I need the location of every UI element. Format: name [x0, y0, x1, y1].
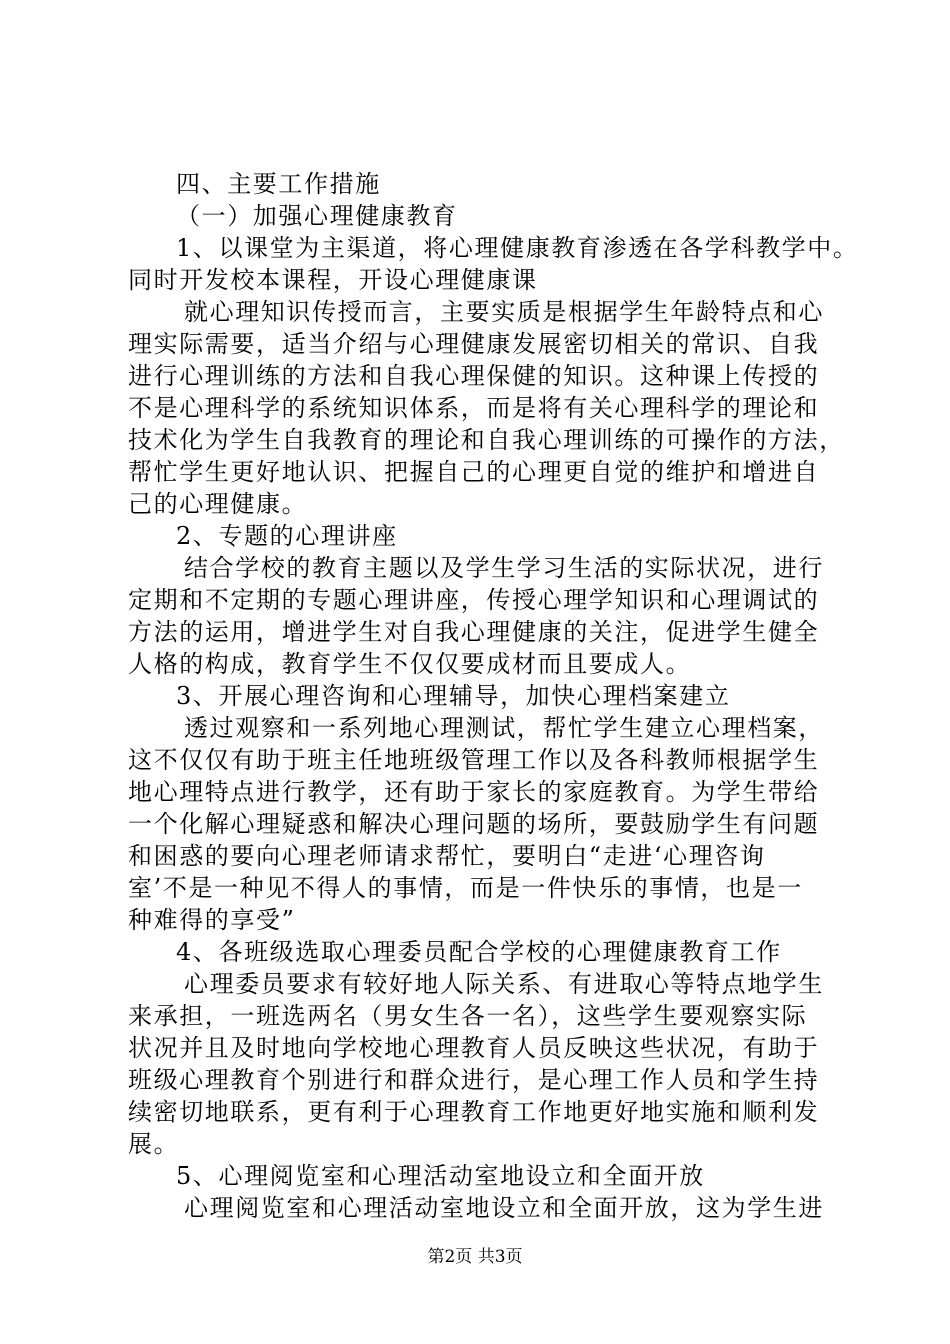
- text-line: 技术化为学生自我教育的理论和自我心理训练的可操作的方法，: [128, 426, 845, 454]
- text-line: 四、主要工作措施: [176, 170, 381, 198]
- text-line: 方法的运用，增进学生对自我心理健康的关注，促进学生健全: [128, 618, 820, 646]
- text-line: 班级心理教育个别进行和群众进行，是心理工作人员和学生持: [128, 1066, 820, 1094]
- text-line: 人格的构成，教育学生不仅仅要成材而且要成人。: [128, 650, 692, 678]
- text-line: 一个化解心理疑惑和解决心理问题的场所，要鼓励学生有问题: [128, 810, 820, 838]
- text-line: 这不仅仅有助于班主任地班级管理工作以及各科教师根据学生: [128, 746, 820, 774]
- text-line: 心理阅览室和心理活动室地设立和全面开放，这为学生进: [184, 1194, 824, 1222]
- text-line: 续密切地联系，更有利于心理教育工作地更好地实施和顺利发: [128, 1098, 820, 1126]
- text-line: 结合学校的教育主题以及学生学习生活的实际状况，进行: [184, 554, 824, 582]
- text-line: 己的心理健康。: [128, 490, 308, 518]
- text-line: 地心理特点进行教学，还有助于家长的家庭教育。为学生带给: [128, 778, 820, 806]
- text-line: 和困惑的要向心理老师请求帮忙，要明白“走进‘心理咨询: [128, 842, 766, 870]
- text-line: 进行心理训练的方法和自我心理保健的知识。这种课上传授的: [128, 362, 820, 390]
- text-line: 心理委员要求有较好地人际关系、有进取心等特点地学生: [184, 970, 824, 998]
- text-line: 3、开展心理咨询和心理辅导，加快心理档案建立: [176, 682, 731, 710]
- page-footer: 第2页 共3页: [427, 1247, 523, 1267]
- document-body: [128, 168, 859, 1224]
- text-line: 状况并且及时地向学校地心理教育人员反映这些状况，有助于: [128, 1034, 820, 1062]
- text-line: 就心理知识传授而言，主要实质是根据学生年龄特点和心: [184, 298, 824, 326]
- text-line: 来承担，一班选两名（男女生各一名），这些学生要观察实际: [128, 1002, 808, 1030]
- text-line: 帮忙学生更好地认识、把握自己的心理更自觉的维护和增进自: [128, 458, 820, 486]
- text-line: 理实际需要，适当介绍与心理健康发展密切相关的常识、自我: [128, 330, 820, 358]
- text-line: 种难得的享受”: [128, 906, 296, 934]
- text-line: 展。: [128, 1130, 180, 1158]
- text-line: 室’不是一种见不得人的事情，而是一件快乐的事情，也是一: [128, 874, 803, 902]
- text-line: 透过观察和一系列地心理测试，帮忙学生建立心理档案，: [184, 714, 824, 742]
- text-line: 5、心理阅览室和心理活动室地设立和全面开放: [176, 1162, 705, 1190]
- text-line: 1、以课堂为主渠道，将心理健康教育渗透在各学科教学中。: [176, 234, 859, 262]
- text-line: 定期和不定期的专题心理讲座，传授心理学知识和心理调试的: [128, 586, 820, 614]
- text-line: （一）加强心理健康教育: [176, 202, 458, 230]
- text-line: 2、专题的心理讲座: [176, 522, 398, 550]
- text-line: 同时开发校本课程，开设心理健康课: [128, 266, 538, 294]
- text-line: 4、各班级选取心理委员配合学校的心理健康教育工作: [176, 938, 782, 966]
- text-line: 不是心理科学的系统知识体系，而是将有关心理科学的理论和: [128, 394, 820, 422]
